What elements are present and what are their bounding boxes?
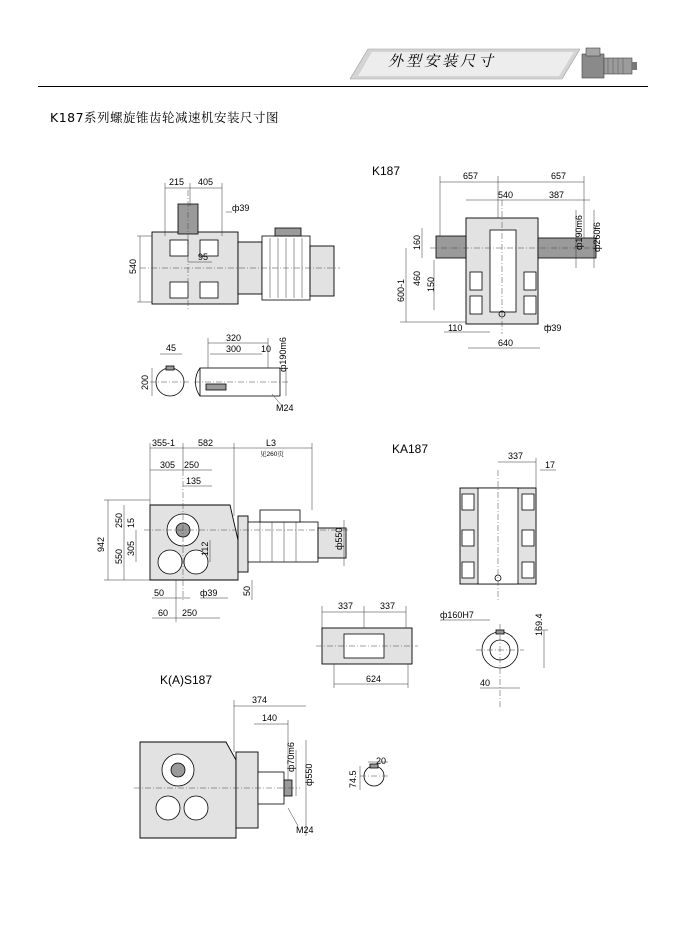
view-mid-left — [96, 438, 350, 622]
view-label-ka187: KA187 — [392, 442, 429, 456]
dim-624: 624 — [366, 674, 382, 684]
dim-540: 540 — [498, 190, 514, 200]
dim-169: 169.4 — [534, 613, 544, 636]
dim-337-a: 337 — [338, 601, 354, 611]
dim-v305: 305 — [126, 540, 136, 556]
dim-657-left: 657 — [463, 171, 479, 181]
dim-942: 942 — [96, 536, 106, 552]
dim-v15: 15 — [126, 517, 136, 528]
dim-337: 337 — [508, 451, 524, 461]
dim-thread-m24: M24 — [296, 825, 314, 835]
dim-50-b: 50 — [242, 585, 252, 596]
dim-l3: L3 — [266, 438, 277, 448]
dim-582: 582 — [198, 438, 214, 448]
dim-hole-39: ф39 — [544, 323, 562, 333]
dim-374: 374 — [252, 695, 268, 705]
document-title: K187系列螺旋锥齿轮减速机安装尺寸图 — [50, 110, 280, 125]
dim-shaft-70: ф70m6 — [286, 742, 296, 772]
dim-387: 387 — [549, 190, 565, 200]
dim-10: 10 — [261, 344, 272, 354]
dim-460: 460 — [412, 270, 422, 286]
dim-95: 95 — [198, 252, 209, 262]
dim-shaft-39: ф39 — [232, 203, 250, 213]
dim-v550: 550 — [114, 548, 124, 564]
dim-250: 250 — [184, 460, 200, 470]
dim-45: 45 — [166, 343, 177, 353]
view-kas187 — [134, 695, 388, 838]
dim-135: 135 — [186, 476, 202, 486]
dim-bore-160: ф160H7 — [440, 610, 474, 620]
dim-thread-m24: M24 — [276, 403, 294, 413]
dim-140: 140 — [262, 713, 278, 723]
dim-640: 640 — [498, 338, 514, 348]
dim-shaft-190: ф190m6 — [278, 337, 288, 372]
dim-shaft-190: ф190m6 — [574, 215, 584, 250]
dim-flange-550: ф550 — [304, 763, 314, 786]
dim-hole-39: ф39 — [200, 588, 218, 598]
dim-60: 60 — [158, 608, 169, 618]
dim-355: 355-1 — [152, 438, 176, 448]
dim-110: 110 — [448, 323, 463, 333]
dim-305: 305 — [160, 460, 176, 470]
dim-150: 150 — [426, 276, 436, 292]
dim-337-b: 337 — [380, 601, 396, 611]
view-k187 — [396, 171, 602, 348]
dim-215: 215 — [169, 177, 185, 187]
dim-320: 320 — [226, 333, 242, 343]
view-label-k187: K187 — [372, 164, 401, 178]
dim-160: 160 — [412, 234, 422, 250]
dim-112: 112 — [200, 541, 210, 556]
dim-540: 540 — [128, 258, 138, 274]
dim-657-right: 657 — [551, 171, 567, 181]
view-top-left — [128, 177, 340, 310]
dim-l3-note: 见260页 — [260, 451, 284, 458]
dim-600: 600-1 — [396, 278, 406, 302]
view-label-kas187: K(A)S187 — [160, 673, 213, 687]
section-title: 外型安装尺寸 — [388, 52, 497, 70]
kas187-housing — [140, 742, 236, 838]
dim-motor-550: ф550 — [334, 527, 344, 550]
dim-17: 17 — [545, 460, 556, 470]
dim-20: 20 — [376, 756, 387, 766]
dim-250-b: 250 — [182, 608, 198, 618]
dim-flange-260: ф260f6 — [592, 222, 602, 252]
output-shaft — [178, 204, 198, 234]
dim-200: 200 — [140, 374, 150, 390]
dim-74-5: 74.5 — [348, 770, 358, 788]
dim-300: 300 — [226, 344, 242, 354]
dim-v250: 250 — [114, 512, 124, 528]
view-shaft-detail — [140, 333, 294, 413]
dim-50-a: 50 — [154, 588, 165, 598]
mid-motor — [248, 522, 318, 562]
view-ka187 — [316, 451, 556, 708]
dim-40: 40 — [480, 678, 491, 688]
dim-405: 405 — [198, 177, 214, 187]
